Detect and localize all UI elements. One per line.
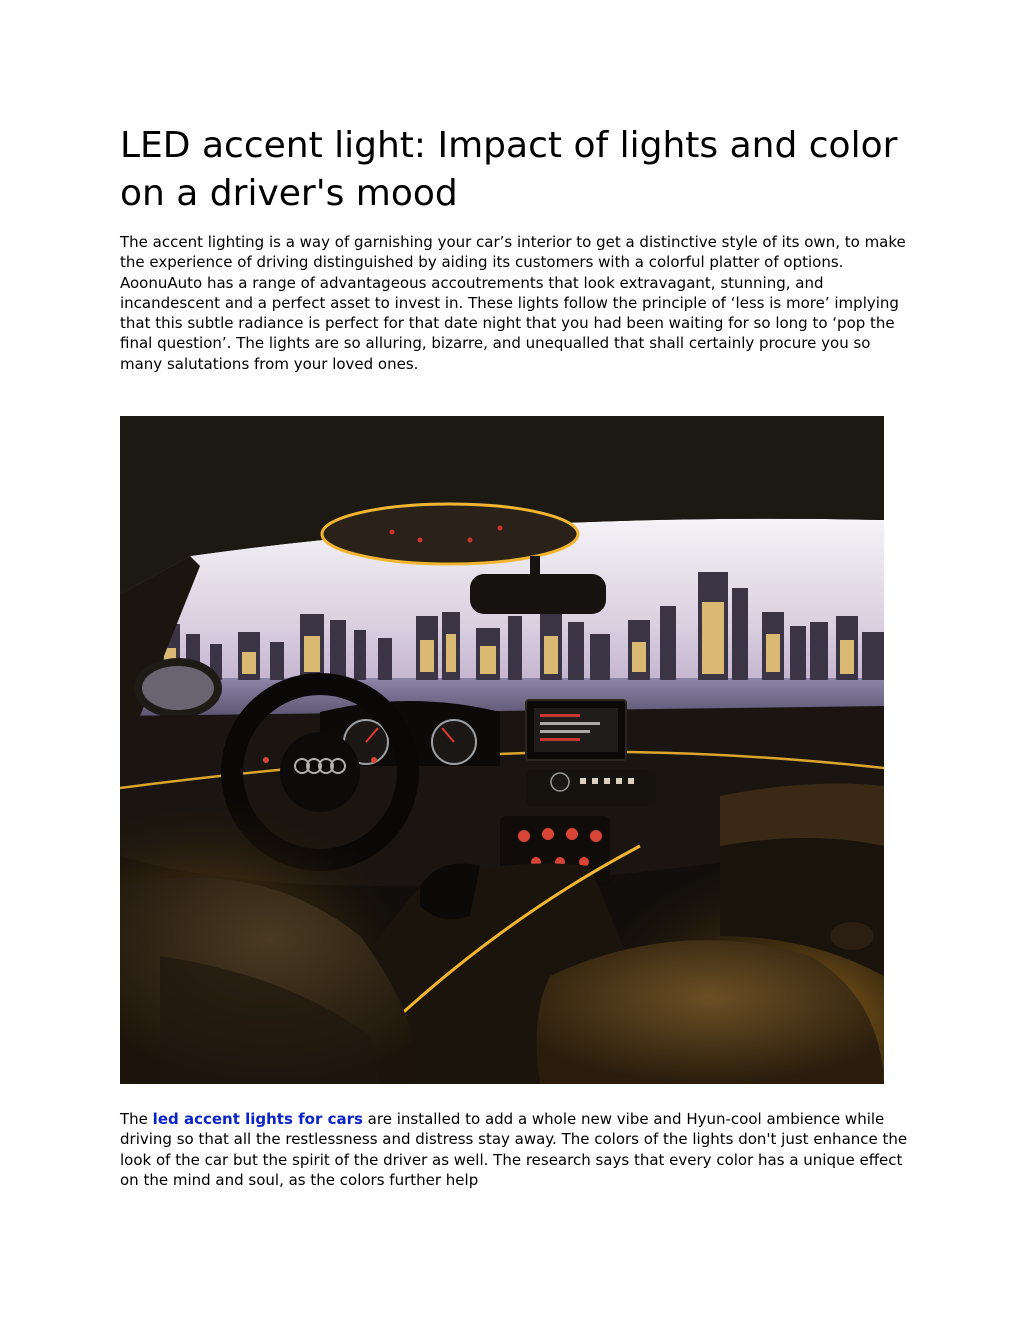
intro-paragraph: The accent lighting is a way of garnishing your car’s interior to get a distinctive style of its own, to make the experience of driving distinguished by aiding its customers with a colorful platter of options. AoonuAuto has a range of advantageous accoutrements that look extravagant, stunning, and incandescent and a perfect asset to invest in. These lights follow the principle of ‘less is more’ implying that this subtle radiance is perfect for that date night that you had been waiting for so long to ‘pop the final question’. The lights are so alluring, bizarre, and unequalled that shall certainly procure you so many salutations from your loved ones.	[120, 233, 906, 373]
car-interior-illustration	[120, 416, 884, 1084]
car-interior-photo	[120, 416, 884, 1084]
led-accent-lights-link[interactable]: led accent lights for cars	[152, 1110, 363, 1128]
paragraph-text-end: are installed to add a whole new vibe and Hyun-cool ambience while driving so that all the restlessness and distress stay away. The colors of the lights don't just enhance the look of the car but the spirit of the driver as well. The research says that every color has a unique effect on the mind and soul, as the colors further help	[120, 1110, 908, 1189]
paragraph-text-start: The	[120, 1110, 153, 1128]
article-title: LED accent light: Impact of lights and color on a driver's mood	[120, 125, 898, 214]
body-paragraph	[120, 1109, 910, 1190]
